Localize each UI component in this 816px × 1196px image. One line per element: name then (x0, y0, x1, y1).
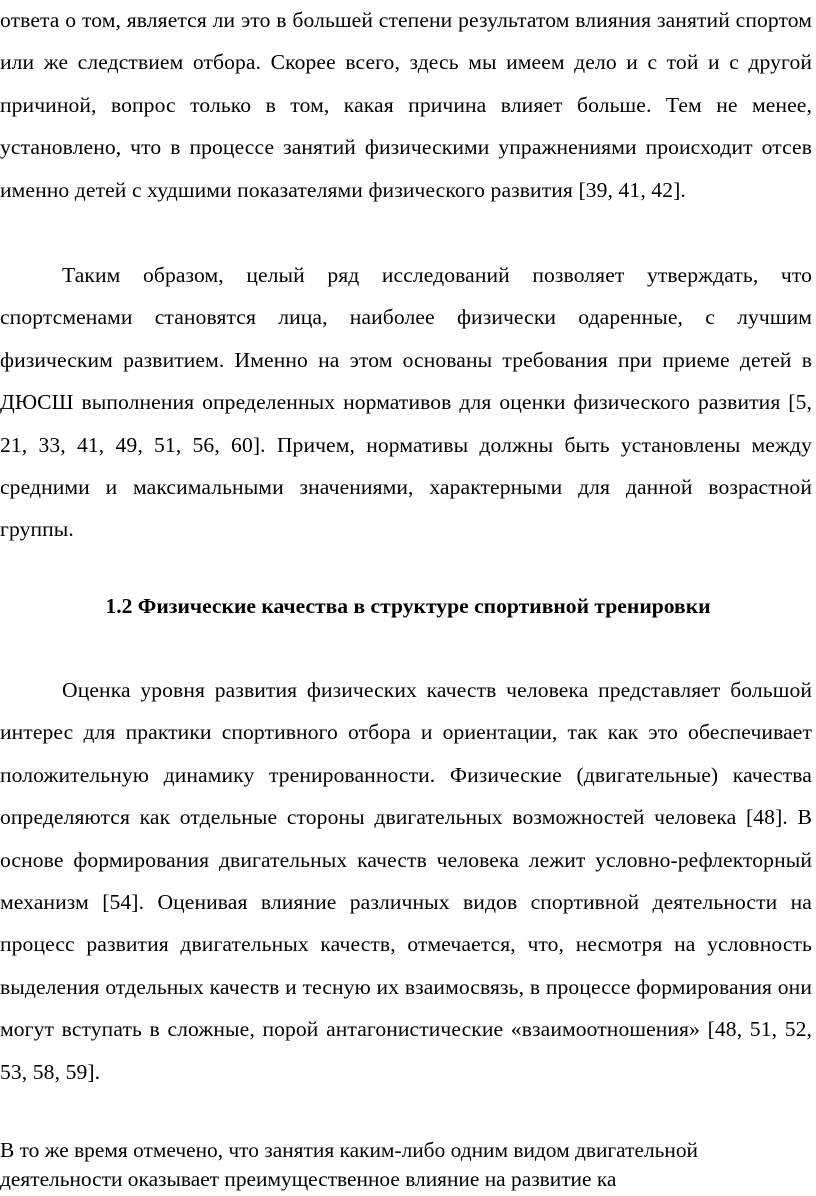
body-paragraph: ответа о том, является ли это в большей степени результатом влияния занятий спортом или же следствием отбора. Скорее всего, здесь мы имеем дело и с той и с другой причиной, вопрос только в том, какая причина влияет больше. Тем не менее, установлено, что в процессе занятий физическими упражнениями происходит отсев именно детей с худшими показателями физического развития [39, 41, 42]. (0, 8, 812, 202)
body-paragraph: Оценка уровня развития физических качеств человека представляет большой интерес для практики спортивного отбора и ориентации, так как это обеспечивает положительную динамику тренированности. Физические (двигательные) качества определяются как отдельные стороны двигательных возможностей человека [48]. В основе формирования двигательных качеств человека лежит условно-рефлекторный механизм [54]. Оценивая влияние различных видов спортивной деятельности на процесс развития двигательных качеств, отмечается, что, несмотря на условность выделения отдельных качеств и тесную их взаимосвязь, в процессе формирования они могут вступать в сложные, порой антагонистические «взаимоотношения» [48, 51, 52, 53, 58, 59]. (0, 678, 812, 1084)
body-paragraph: В то же время отмечено, что занятия каким-либо одним видом двигательной деятельности оказывает преимущественное влияние на развитие ка (0, 1138, 698, 1191)
body-paragraph: Таким образом, целый ряд исследований позволяет утверждать, что спортсменами становятся лица, наиболее физически одаренные, с лучшим физическим развитием. Именно на этом основаны требования при приеме детей в ДЮСШ выполнения определенных нормативов для оценки физического развития [5, 21, 33, 41, 49, 51, 56, 60]. Причем, нормативы должны быть установлены между средними и максимальными значениями, характерными для данной возрастной группы. (0, 263, 812, 542)
section-heading: 1.2 Физические качества в структуре спортивной тренировки (105, 594, 711, 618)
